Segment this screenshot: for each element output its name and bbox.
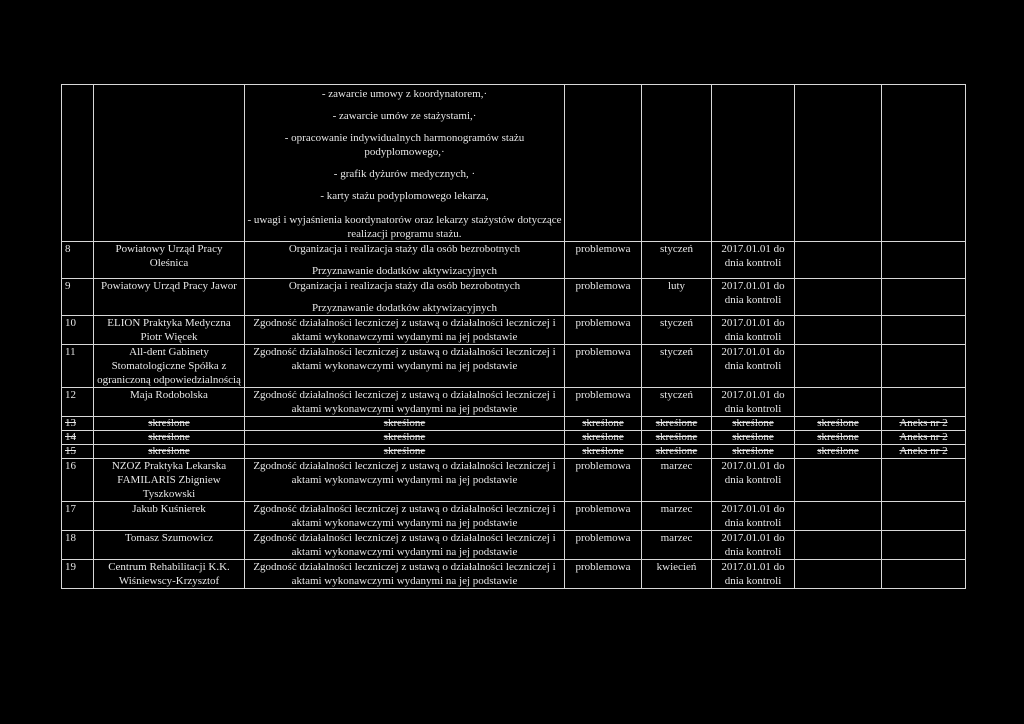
cell-note (882, 502, 966, 531)
cell-entity-text: Centrum Rehabilitacji K.K. Wiśniewscy-Krzysztof (108, 561, 230, 587)
cell-note (882, 459, 966, 502)
cell-scope (245, 279, 565, 316)
cell-entity (94, 502, 245, 531)
cell-scope (245, 560, 565, 589)
cell-scope (245, 316, 565, 345)
continuation-row (62, 85, 966, 242)
cell-no-text: 17 (65, 503, 76, 515)
cell-extra-text: skreślone (817, 417, 859, 429)
cell-extra (795, 459, 882, 502)
cell-entity-text: skreślone (148, 445, 190, 457)
cell-month-text: skreślone (655, 445, 698, 457)
cell-month (642, 445, 712, 459)
table-row (62, 459, 966, 502)
cell-scope (245, 242, 565, 279)
cell-entity-text: skreślone (148, 417, 190, 429)
cell-no-text: 16 (65, 460, 76, 472)
cell-scope-text: Zgodność działalności leczniczej z ustawą o działalności leczniczej i aktami wykonawczymi wydanymi na jej podstawie (253, 532, 556, 558)
cell-entity (94, 445, 245, 459)
cell-type-text: problemowa (575, 503, 631, 515)
cell-entity-text: All-dent Gabinety Stomatologiczne Spółka z ograniczoną odpowiedzialnością (97, 346, 241, 386)
cell-month-text: styczeń (660, 243, 693, 255)
cell-scope-text: Zgodność działalności leczniczej z ustawą o działalności leczniczej i aktami wykonawczymi wydanymi na jej podstawie (253, 561, 556, 587)
cell-no-text: 14 (65, 431, 76, 443)
cell-period (712, 388, 795, 417)
cell-entity (94, 279, 245, 316)
cell-no-text: 8 (65, 243, 71, 255)
cell-month-text: styczeń (660, 346, 693, 358)
cell-extra (795, 316, 882, 345)
cell-extra-text: skreślone (817, 431, 859, 443)
cell-note (882, 431, 966, 445)
cell-month (642, 417, 712, 431)
table-row (62, 502, 966, 531)
cell-month (642, 242, 712, 279)
cell-period (712, 345, 795, 388)
cell-period-text: 2017.01.01 do dnia kontroli (721, 503, 785, 529)
table-row (62, 345, 966, 388)
cell-entity-text: skreślone (148, 431, 190, 443)
cell-note (882, 388, 966, 417)
continuation-line: - uwagi i wyjaśnienia koordynatorów oraz lekarzy stażystów dotyczące realizacji programu stażu. (247, 214, 562, 240)
cell-type-text: problemowa (575, 532, 631, 544)
continuation-line: - opracowanie indywidualnych harmonogramów stażu podyplomowego,· (284, 132, 525, 158)
cell-month-text: marzec (660, 460, 693, 472)
cell-extra-text: skreślone (817, 445, 859, 457)
cell-no-text: 9 (65, 280, 71, 292)
cell-scope (245, 459, 565, 502)
cell-note (882, 279, 966, 316)
cell-month (642, 560, 712, 589)
cell-month-text: skreślone (655, 431, 698, 443)
cell-extra (795, 431, 882, 445)
cell-extra (795, 560, 882, 589)
cell-type-text: problemowa (575, 346, 631, 358)
cell-type-text: problemowa (575, 317, 631, 329)
cell-entity-text: Powiatowy Urząd Pracy Oleśnica (115, 243, 223, 269)
cell-type (565, 345, 642, 388)
continuation-line: - zawarcie umowy z koordynatorem,· (321, 88, 488, 100)
cell-scope (245, 502, 565, 531)
cell-month-text: marzec (660, 503, 693, 515)
cell-type (565, 531, 642, 560)
cell-no-text: 10 (65, 317, 76, 329)
cell-note (882, 316, 966, 345)
cell-extra (795, 445, 882, 459)
cell-scope (245, 445, 565, 459)
cell-month (642, 431, 712, 445)
cell-type-text: problemowa (575, 561, 631, 573)
cell-no-text: 18 (65, 532, 76, 544)
cell-note (882, 445, 966, 459)
cell-type-text: skreślone (582, 431, 624, 443)
cell-scope (245, 388, 565, 417)
cell-month-text: styczeń (660, 389, 693, 401)
cell-scope-text: Zgodność działalności leczniczej z ustawą o działalności leczniczej i aktami wykonawczymi wydanymi na jej podstawie (253, 346, 556, 372)
cell-scope (245, 431, 565, 445)
cell-extra (795, 502, 882, 531)
cell-month (642, 388, 712, 417)
table-row (62, 431, 966, 445)
cell-type (565, 417, 642, 431)
cell-extra (795, 345, 882, 388)
cell-note (882, 242, 966, 279)
cell-scope-text: Organizacja i realizacja staży dla osób bezrobotnych (288, 280, 521, 292)
cell-scope-continuation (245, 85, 565, 242)
cell-period-text: 2017.01.01 do dnia kontroli (721, 243, 785, 269)
table-row (62, 242, 966, 279)
cell-note (882, 531, 966, 560)
cell-scope-text: skreślone (383, 445, 426, 457)
cell-type (565, 560, 642, 589)
cell-entity (94, 417, 245, 431)
cell-extra (795, 279, 882, 316)
cell-period-text: 2017.01.01 do dnia kontroli (721, 346, 785, 372)
cell-type (565, 279, 642, 316)
cell-period-text: 2017.01.01 do dnia kontroli (721, 317, 785, 343)
cell-scope (245, 417, 565, 431)
cell-type (565, 445, 642, 459)
cell-period-text: 2017.01.01 do dnia kontroli (721, 460, 785, 486)
inspection-table (61, 84, 966, 589)
cell-no (62, 459, 94, 502)
cell-period-text: 2017.01.01 do dnia kontroli (721, 561, 785, 587)
cell-no (62, 560, 94, 589)
cell-period (712, 316, 795, 345)
cell-month (642, 531, 712, 560)
cell-entity (94, 388, 245, 417)
cell-note-text: Aneks nr 2 (899, 431, 948, 443)
cell-period-text: skreślone (732, 417, 774, 429)
cell-scope-text: Zgodność działalności leczniczej z ustawą o działalności leczniczej i aktami wykonawczymi wydanymi na jej podstawie (253, 317, 556, 343)
cell-no (62, 502, 94, 531)
cell-entity (94, 316, 245, 345)
cell-month-text: luty (667, 280, 686, 292)
cell-extra (795, 417, 882, 431)
cell-period (712, 531, 795, 560)
cell-type (565, 459, 642, 502)
cell-period (712, 445, 795, 459)
cell-month (642, 345, 712, 388)
cell-no (62, 345, 94, 388)
cell-no (62, 242, 94, 279)
cell-scope-text: skreślone (383, 417, 426, 429)
cell-type (565, 431, 642, 445)
cell-scope-text: skreślone (383, 431, 426, 443)
cell-type-text: problemowa (575, 280, 631, 292)
cell-month-text: kwiecień (656, 561, 697, 573)
cell-period-text: skreślone (732, 445, 774, 457)
cell-month-text: marzec (660, 532, 693, 544)
cell-note (882, 345, 966, 388)
cell-month (642, 459, 712, 502)
cell-period-text: 2017.01.01 do dnia kontroli (721, 280, 785, 306)
cell-period (712, 502, 795, 531)
cell-extra (795, 388, 882, 417)
cell-note (882, 560, 966, 589)
cell-entity (94, 531, 245, 560)
cell-month-text: styczeń (660, 317, 693, 329)
table-row (62, 445, 966, 459)
cell-entity (94, 459, 245, 502)
cell-no-text: 11 (65, 346, 76, 358)
cell-no (62, 417, 94, 431)
cell-month (642, 502, 712, 531)
cell-month (642, 316, 712, 345)
table-row (62, 560, 966, 589)
cell-type-text: problemowa (575, 243, 631, 255)
cell-entity-text: Jakub Kuśnierek (132, 503, 206, 515)
cell-no-text: 19 (65, 561, 76, 573)
cell-type (565, 502, 642, 531)
cell-no (62, 279, 94, 316)
cell-period (712, 431, 795, 445)
cell-entity-text: ELION Praktyka Medyczna Piotr Więcek (107, 317, 231, 343)
cell-scope-secondary: Przyznawanie dodatków aktywizacyjnych (311, 265, 498, 277)
table-row (62, 279, 966, 316)
continuation-line: - grafik dyżurów medycznych, · (333, 168, 476, 180)
cell-entity-text: Powiatowy Urząd Pracy Jawor (101, 280, 237, 292)
cell-type-text: skreślone (582, 445, 624, 457)
cell-entity (94, 242, 245, 279)
cell-no (62, 316, 94, 345)
cell-type-text: skreślone (582, 417, 624, 429)
continuation-line: - karty stażu podyplomowego lekarza, (320, 190, 489, 202)
cell-no (62, 85, 94, 242)
cell-no (62, 445, 94, 459)
cell-type (565, 316, 642, 345)
cell-month (642, 279, 712, 316)
cell-no-text: 12 (65, 389, 76, 401)
cell-entity (94, 85, 245, 242)
cell-scope-text: Organizacja i realizacja staży dla osób bezrobotnych (288, 243, 521, 255)
cell-period-text: skreślone (732, 431, 774, 443)
cell-period (712, 560, 795, 589)
cell-no-text: 15 (65, 445, 76, 457)
cell-entity (94, 431, 245, 445)
cell-scope-text: Zgodność działalności leczniczej z ustawą o działalności leczniczej i aktami wykonawczymi wydanymi na jej podstawie (253, 389, 556, 415)
cell-entity (94, 560, 245, 589)
cell-entity-text: Tomasz Szumowicz (124, 532, 214, 544)
cell-period (712, 417, 795, 431)
cell-scope (245, 531, 565, 560)
cell-period (712, 279, 795, 316)
cell-type (565, 242, 642, 279)
table-row (62, 417, 966, 431)
cell-extra (795, 242, 882, 279)
cell-type-text: problemowa (575, 389, 631, 401)
cell-month-text: skreślone (655, 417, 698, 429)
cell-no (62, 388, 94, 417)
cell-entity-text: Maja Rodobolska (130, 389, 208, 401)
cell-note (882, 417, 966, 431)
cell-no (62, 531, 94, 560)
cell-type (565, 388, 642, 417)
cell-scope-text: Zgodność działalności leczniczej z ustawą o działalności leczniczej i aktami wykonawczymi wydanymi na jej podstawie (253, 460, 556, 486)
table-row (62, 388, 966, 417)
cell-note-text: Aneks nr 2 (899, 445, 948, 457)
cell-period (712, 242, 795, 279)
continuation-line: - zawarcie umów ze stażystami,· (332, 110, 477, 122)
table-row (62, 316, 966, 345)
cell-entity-text: NZOZ Praktyka Lekarska FAMILARIS Zbigniew Tyszkowski (111, 460, 227, 500)
cell-entity (94, 345, 245, 388)
table-row (62, 531, 966, 560)
cell-extra (795, 531, 882, 560)
cell-scope-secondary: Przyznawanie dodatków aktywizacyjnych (311, 302, 498, 314)
cell-period-text: 2017.01.01 do dnia kontroli (721, 532, 785, 558)
cell-type-text: problemowa (575, 460, 631, 472)
cell-period (712, 459, 795, 502)
cell-note-text: Aneks nr 2 (899, 417, 948, 429)
cell-period-text: 2017.01.01 do dnia kontroli (721, 389, 785, 415)
cell-no-text: 13 (65, 417, 76, 429)
cell-scope (245, 345, 565, 388)
cell-scope-text: Zgodność działalności leczniczej z ustawą o działalności leczniczej i aktami wykonawczymi wydanymi na jej podstawie (253, 503, 556, 529)
cell-no (62, 431, 94, 445)
